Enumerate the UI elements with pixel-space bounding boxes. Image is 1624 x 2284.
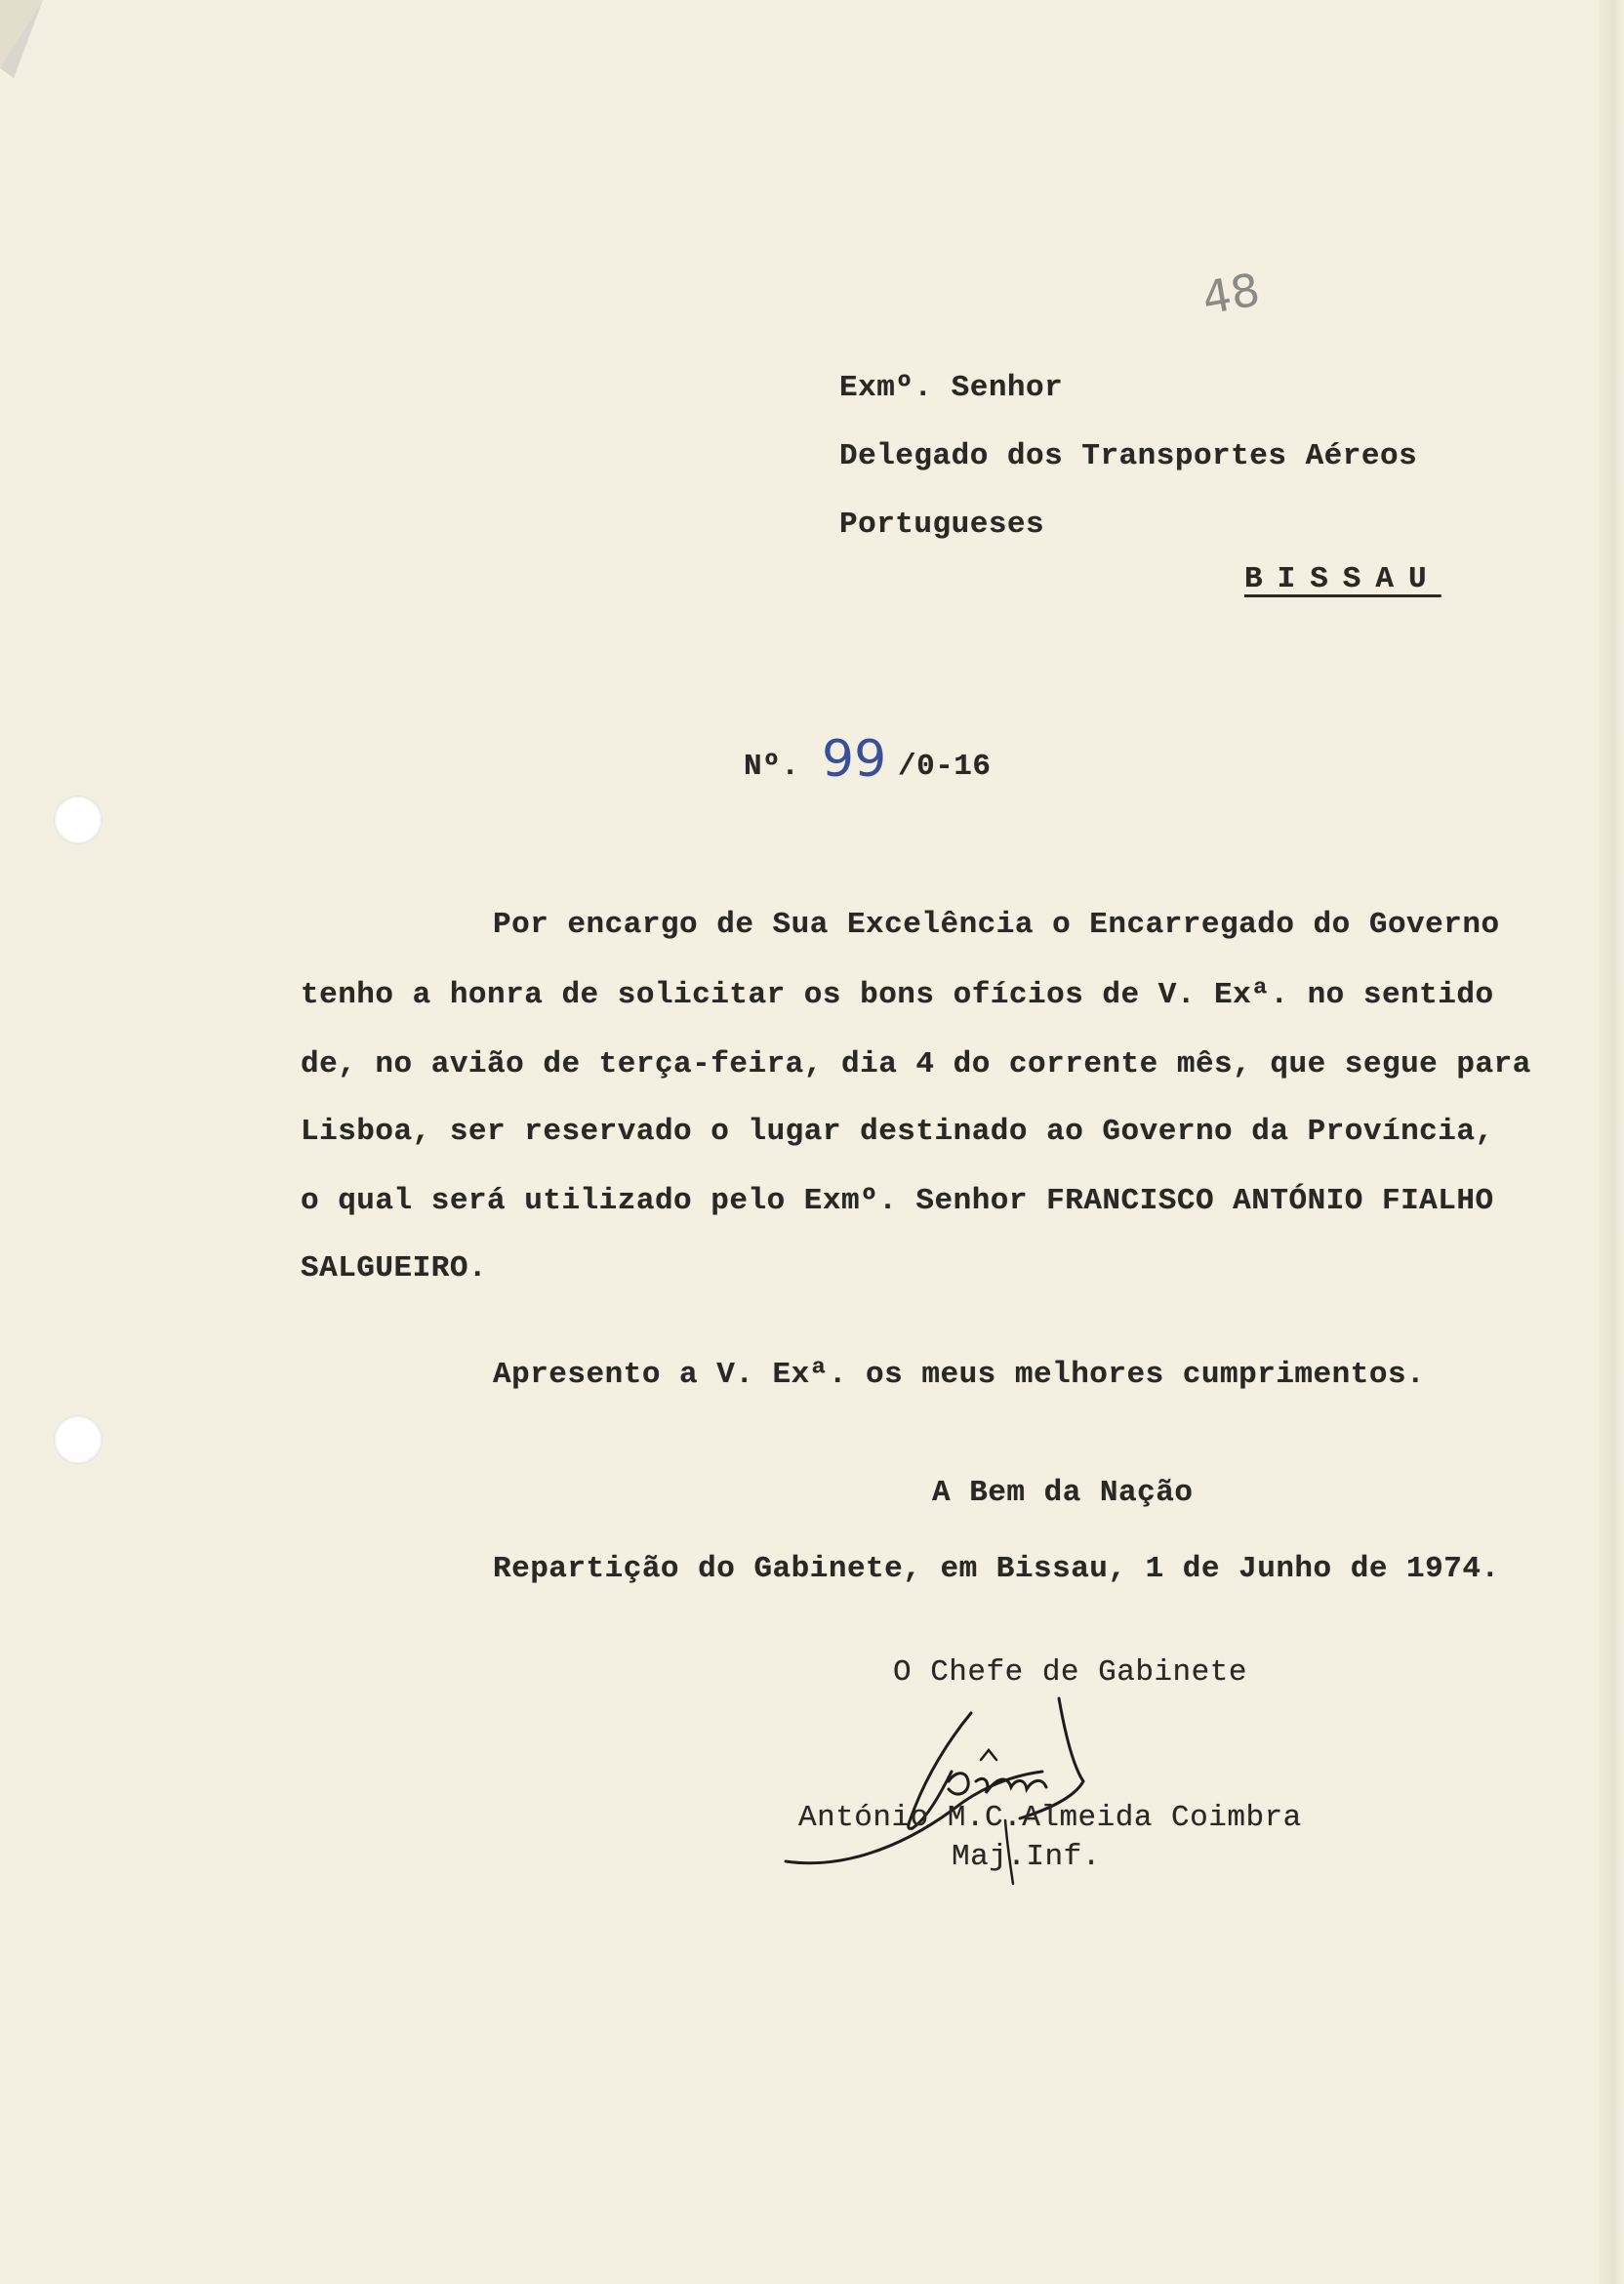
reference-prefix: Nº.: [744, 750, 800, 784]
closing-paragraph: Apresento a V. Exª. os meus melhores cumprimentos.: [493, 1358, 1426, 1392]
reference-suffix: /0-16: [898, 750, 992, 784]
punch-hole-bottom: [54, 1415, 102, 1464]
folded-corner: [0, 0, 68, 78]
body-line-1: Por encargo de Sua Excelência o Encarregado do Governo: [493, 908, 1500, 942]
reference-handwritten-number: 99: [822, 730, 887, 789]
signatory-role: O Chefe de Gabinete: [893, 1655, 1247, 1690]
addressee-title-cont: Portugueses: [839, 508, 1045, 542]
addressee-city: BISSAU: [1244, 562, 1441, 596]
body-line-6: SALGUEIRO.: [301, 1251, 488, 1285]
page-number-mark: 48: [1198, 263, 1264, 325]
body-line-3: de, no avião de terça-feira, dia 4 do corrente mês, que segue para: [301, 1047, 1531, 1081]
signatory-rank: Maj.Inf.: [952, 1840, 1101, 1874]
place-and-date: Repartição do Gabinete, em Bissau, 1 de Junho de 1974.: [493, 1552, 1500, 1586]
paper-edge: [1599, 0, 1624, 2284]
punch-hole-top: [54, 795, 102, 844]
addressee-salutation: Exmº. Senhor: [839, 371, 1064, 405]
signatory-name: António M.C.Almeida Coimbra: [798, 1801, 1302, 1835]
body-line-5: o qual será utilizado pelo Exmº. Senhor FRANCISCO ANTÓNIO FIALHO: [301, 1184, 1494, 1218]
body-line-4: Lisboa, ser reservado o lugar destinado ao Governo da Província,: [301, 1115, 1494, 1149]
addressee-title: Delegado dos Transportes Aéreos: [839, 439, 1418, 473]
body-line-2: tenho a honra de solicitar os bons ofícios de V. Exª. no sentido: [301, 978, 1494, 1012]
motto: A Bem da Nação: [932, 1476, 1194, 1510]
